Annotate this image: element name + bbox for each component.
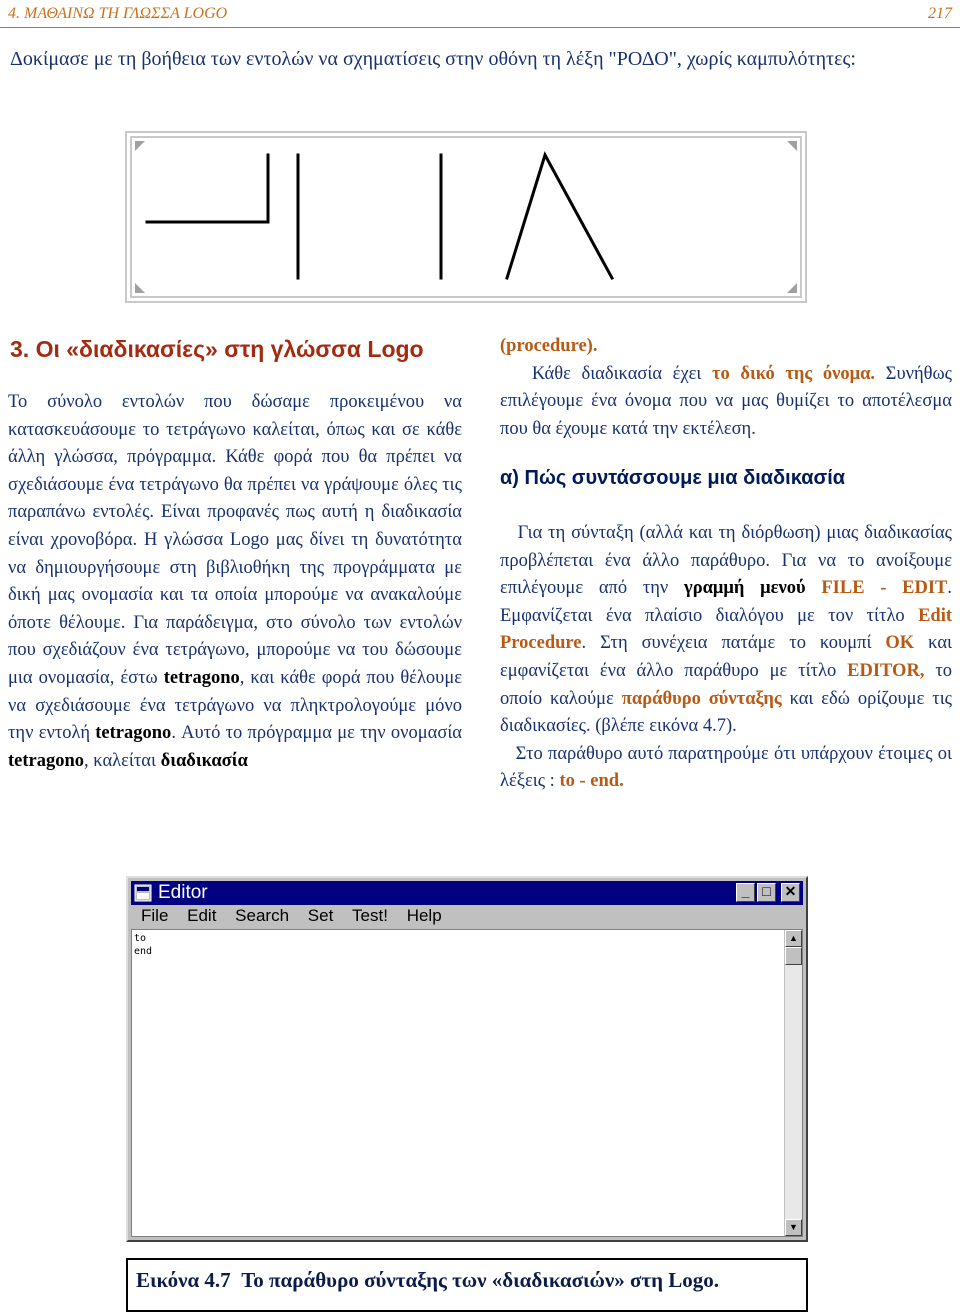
left-text-1: Το σύνολο εντολών που δώσαμε προκειμένου να κατασκευάσουμε το τετράγωνο καλείται, όπως και σε κάθε άλλη γλώσσα, πρόγραμμα. Κάθε φορά που θα πρέπει να σχεδιάσουμε ένα τετράγωνο θα πρέπει να γράψουμε όλες τις παραπάνω εντολές. Είναι προφανές πως αυτή η διαδικασία είναι χρονοβόρα. Η γλώσσα Logo μας δίνει τη δυνατότητα να δημιουργήσουμε στη βιβλιοθήκη της προγράμματα με δική μας ονομασία και τα οποία μπορούμε να ανακαλούμε όποτε θέλουμε. Για παράδειγμα, στο σύνολο των εντολών που σχεδιάζουν ένα τετράγωνο, μπορούμε να του δώσουμε μια ονομασία, έστω: [8, 392, 462, 688]
tetragono-term-2: tetragono: [95, 723, 172, 744]
editor-text-area[interactable]: [131, 929, 803, 1237]
right-paragraph-1: [500, 333, 952, 443]
editor-highlight: EDITOR,: [847, 660, 925, 681]
menu-test[interactable]: Test!: [352, 906, 388, 925]
menu-bar: [131, 906, 803, 928]
file-edit-highlight: FILE - EDIT: [821, 578, 948, 599]
ok-highlight: OK: [885, 633, 915, 654]
left-text-4: , καλείται: [84, 750, 156, 771]
right-text-2e: το οποίο καλούμε: [500, 660, 953, 709]
right-text-3: Στο παράθυρο αυτό παρατηρούμε ότι υπάρχουν έτοιμες οι λέξεις :: [500, 743, 953, 792]
exercise-text: Δοκίμασε με τη βοήθεια των εντολών να σχηματίσεις στην οθόνη τη λέξη "ΡΟΔΟ", χωρίς καμπυλότητες:: [10, 48, 856, 70]
tetragono-term-3: tetragono: [8, 750, 85, 771]
procedure-term: διαδικασία: [160, 750, 248, 771]
logo-turtle-drawing: [125, 131, 807, 303]
header-rule: [0, 27, 960, 28]
section-heading: 3. Οι «διαδικασίες» στη γλώσσα Logo: [10, 336, 424, 362]
right-text-2d: και εμφανίζεται ένα άλλο παράθυρο με τίτλο: [500, 633, 952, 681]
chapter-title: 4. ΜΑΘΑΙΝΩ ΤΗ ΓΛΩΣΣΑ LOGO: [8, 5, 228, 22]
right-text-2f: και εδώ ορίζουμε τις διαδικασίες. (βλέπε εικόνα 4.7).: [500, 688, 952, 737]
syntax-window-highlight: παράθυρο σύνταξης: [621, 688, 782, 709]
page-header: [0, 0, 960, 28]
right-text-2c: . Στη συνέχεια πατάμε το κουμπί: [581, 633, 872, 654]
subheading: α) Πώς συντάσσουμε μια διαδικασία: [500, 467, 846, 490]
left-column: [8, 389, 462, 775]
menu-search[interactable]: Search: [235, 906, 290, 925]
right-column: [500, 333, 952, 796]
right-text-2b: . Εμφανίζεται ένα πλαίσιο διαλόγου με τον τίτλο: [500, 578, 953, 626]
scroll-thumb[interactable]: [785, 947, 802, 965]
editor-window: [126, 876, 808, 1242]
procedure-english: (procedure).: [500, 336, 598, 356]
own-name-highlight: το δικό της όνομα.: [712, 363, 876, 384]
menu-line-term: γραμμή μενού: [684, 578, 806, 599]
scroll-up-button[interactable]: ▲: [785, 930, 802, 947]
editor-lines: [134, 932, 152, 958]
caption-label: Εικόνα 4.7: [136, 1268, 231, 1292]
right-text-1a: Κάθε διαδικασία έχει: [531, 363, 702, 384]
right-paragraph-3: [500, 741, 952, 796]
vertical-scrollbar[interactable]: [784, 930, 802, 1236]
menu-edit[interactable]: Edit: [187, 906, 217, 925]
editor-line-end: end: [134, 946, 153, 957]
right-paragraph-2: [500, 520, 952, 741]
editor-titlebar[interactable]: [131, 881, 803, 905]
menu-help[interactable]: Help: [406, 906, 442, 925]
scroll-down-button[interactable]: ▼: [785, 1219, 802, 1236]
menu-set[interactable]: Set: [307, 906, 334, 925]
right-text-1b: Συνήθως επιλέγουμε ένα όνομα που να μας θυμίζει το αποτέλεσμα που θα έχουμε κατά την εκτέλεση.: [500, 363, 953, 439]
editor-line-to: to: [134, 933, 147, 944]
left-text-3: . Αυτό το πρόγραμμα με την ονομασία: [171, 723, 462, 744]
to-end-highlight: to - end.: [559, 771, 624, 792]
maximize-button[interactable]: □: [757, 883, 776, 902]
left-text-2: , και κάθε φορά που θέλουμε να σχεδιάσουμε ένα τετράγωνο να πληκτρολογούμε μόνο την εντολή: [8, 667, 463, 744]
window-title: Editor: [158, 882, 208, 903]
tetragono-term-1: tetragono: [163, 667, 240, 688]
caption-text: Το παράθυρο σύνταξης των «διαδικασιών» στη Logo.: [241, 1268, 720, 1292]
page-number: 217: [928, 5, 952, 22]
minimize-button[interactable]: _: [736, 883, 755, 902]
app-icon: [134, 884, 152, 902]
menu-file[interactable]: File: [141, 906, 169, 925]
edit-procedure-highlight: Edit Procedure: [500, 605, 952, 654]
figure-caption: [126, 1258, 808, 1312]
left-paragraph: [8, 389, 462, 775]
right-text-2a: Για τη σύνταξη (αλλά και τη διόρθωση) μιας διαδικασίας προβλέπεται ένα άλλο παράθυρο. Για να το ανοίξουμε επιλέγουμε από την: [500, 522, 953, 599]
close-button[interactable]: ✕: [781, 883, 800, 902]
